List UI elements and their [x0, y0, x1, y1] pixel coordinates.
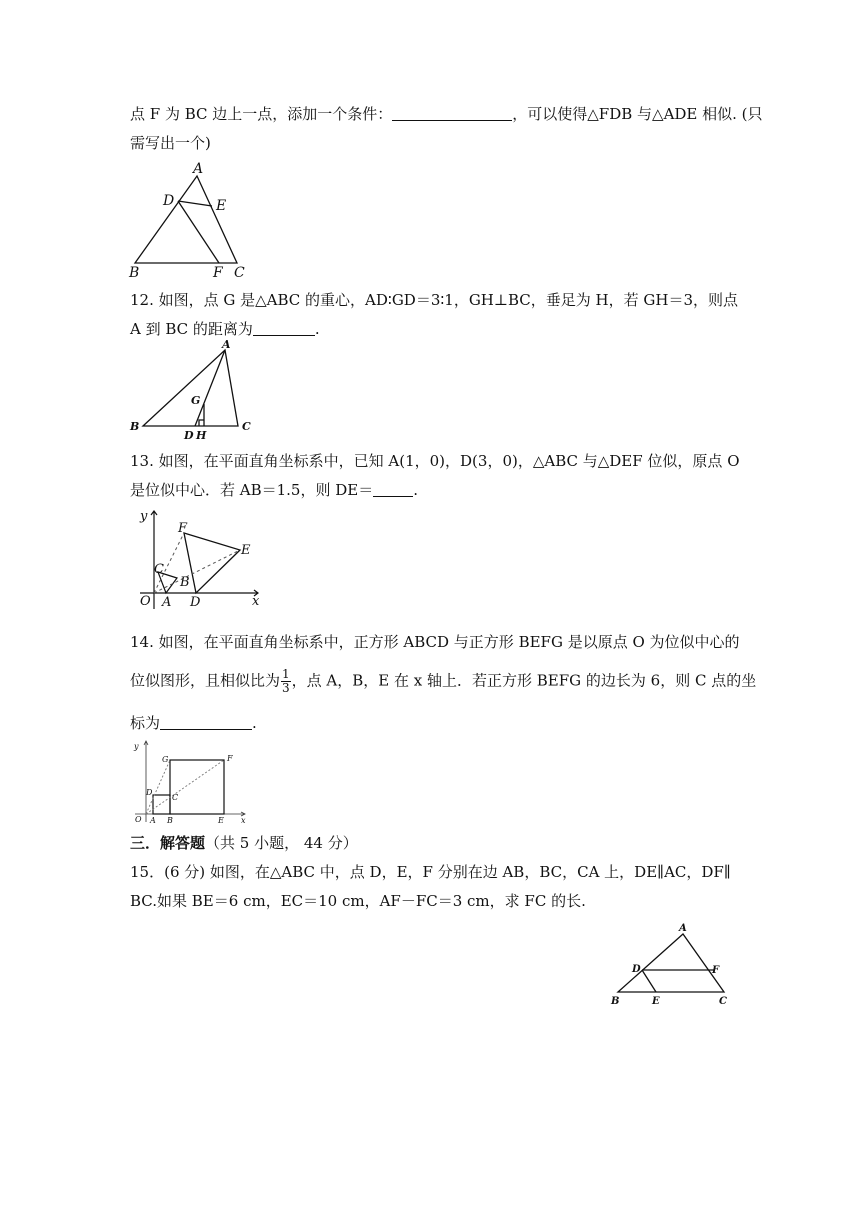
q13-label-f: F: [178, 521, 188, 536]
q11-label-f: F: [213, 265, 223, 281]
q15-label-c: C: [719, 996, 727, 1007]
q12-label-b: B: [130, 420, 140, 433]
q15-label-b: B: [611, 996, 620, 1007]
section-note: （共 5 小题， 44 分）: [205, 834, 358, 852]
q13-label-o: O: [140, 594, 151, 609]
q13-label-y: y: [140, 509, 148, 524]
q11-label-c: C: [234, 265, 245, 281]
q13-label-a: A: [162, 595, 172, 610]
q13-label-d: D: [190, 595, 201, 610]
q11-label-b: B: [129, 265, 140, 281]
q12-text-line2: A 到 BC 的距离为 .: [130, 320, 320, 338]
q11-label-e: E: [216, 198, 227, 214]
section-heading: [130, 833, 730, 853]
q11-text-line2: 需写出一个): [130, 134, 211, 152]
q14-label-y: y: [134, 742, 139, 751]
q13-label-c: C: [154, 562, 164, 577]
q11-label-d: D: [163, 193, 175, 209]
q13-answer-blank[interactable]: [373, 480, 413, 497]
q14-label-o: O: [135, 815, 142, 824]
q15-label-f: F: [712, 965, 720, 976]
q13-label-x: x: [252, 594, 260, 609]
q14-text-line2: 位似图形，且相似比为 $\frac{1}{3}$ ，点 A，B，E 在 x 轴上．若正方形 BEFG 的边长为 6，则 C 点的坐: [130, 667, 757, 695]
q14-figure: [130, 738, 255, 826]
q14-label-f: F: [227, 754, 233, 763]
q14-label-x: x: [241, 816, 246, 825]
q15-label-a: A: [679, 923, 687, 934]
q12-label-c: C: [242, 420, 251, 433]
q14-ratio-fraction: $\frac{1}{3}$: [282, 667, 290, 695]
q14-label-g: G: [162, 755, 169, 764]
q14-label-e: E: [218, 816, 224, 825]
section-title: 三．解答题: [130, 834, 206, 852]
q12-figure: [125, 338, 260, 443]
q15-label-e: E: [652, 996, 660, 1007]
q12-text-line1: 12. 如图，点 G 是△ABC 的重心，AD∶GD＝3∶1，GH⊥BC，垂足为 H，若 GH＝3，则点: [130, 291, 738, 309]
q13-figure: [130, 505, 270, 617]
q13-text-line2: 是位似中心．若 AB＝1.5，则 DE＝ .: [130, 481, 419, 499]
q12-label-h: H: [196, 429, 207, 442]
q11-label-a: A: [193, 161, 204, 177]
q14-text-line1: 14. 如图，在平面直角坐标系中，正方形 ABCD 与正方形 BEFG 是以原点 O 为位似中心的: [130, 633, 740, 651]
q14-label-a: A: [150, 816, 156, 825]
q12-answer-blank[interactable]: [253, 319, 315, 336]
q14-text-line3: 标为 .: [130, 714, 257, 732]
q14-label-d: D: [146, 788, 153, 797]
q14-answer-blank[interactable]: [160, 713, 252, 730]
q15-text-line2: BC.如果 BE＝6 cm，EC＝10 cm，AF－FC＝3 cm，求 FC 的长.: [130, 892, 586, 910]
q12-label-d: D: [184, 429, 194, 442]
q14-label-c: C: [172, 793, 179, 802]
q13-label-b: B: [180, 575, 190, 590]
q15-label-d: D: [632, 964, 641, 975]
q11-answer-blank[interactable]: [392, 104, 512, 121]
q11-text-line1: 点 F 为 BC 边上一点，添加一个条件： ，可以使得△FDB 与△ADE 相似. (只: [130, 105, 763, 123]
q13-label-e: E: [241, 543, 251, 558]
q12-label-a: A: [222, 338, 231, 351]
q11-figure: [125, 158, 255, 280]
q15-figure: [608, 918, 733, 1010]
q15-text-line1: 15．(6 分) 如图，在△ABC 中，点 D，E，F 分别在边 AB，BC，CA 上，DE∥AC，DF∥: [130, 863, 731, 881]
q13-text-line1: 13. 如图，在平面直角坐标系中，已知 A(1，0)，D(3，0)，△ABC 与△DEF 位似，原点 O: [130, 452, 740, 470]
q14-label-b: B: [167, 816, 173, 825]
q12-label-g: G: [191, 394, 201, 407]
